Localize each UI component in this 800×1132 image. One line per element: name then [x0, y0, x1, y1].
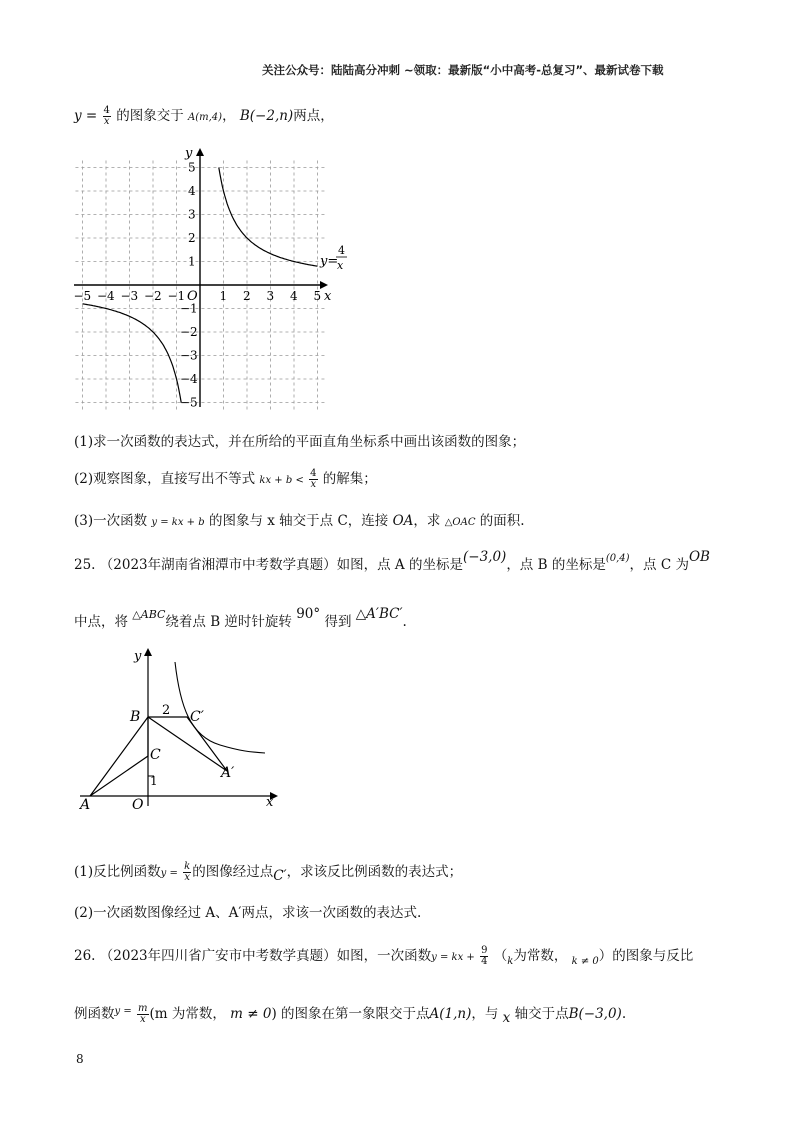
- q26-l2-point-b: B(−3,0): [568, 1006, 622, 1022]
- figure-rotation: [70, 646, 290, 816]
- q26-text-3: 为常数，: [513, 948, 568, 964]
- q26-l2-text-e: 轴交于点: [514, 1006, 569, 1022]
- fig2-label-a: A: [80, 797, 91, 813]
- q25-line2: [74, 606, 407, 633]
- q24-p2-text-a: (2)观察图象，直接写出不等式: [74, 471, 256, 487]
- q26-text-2: （: [493, 948, 508, 964]
- q26-l2-num: m: [138, 1003, 148, 1014]
- graph1-y-tick-label: −4: [180, 372, 198, 386]
- q24-p3-oa: OA: [392, 513, 414, 529]
- graph1-curve-label-y: y=: [320, 254, 339, 269]
- graph1-x-arrow: [320, 281, 328, 289]
- graph1-x-tick-label: −2: [144, 289, 162, 303]
- graph1-origin-label: O: [187, 289, 198, 304]
- q25-part1: [74, 862, 462, 884]
- fig2-label-c2: C′: [190, 709, 204, 725]
- figure-hyperbola-grid: [66, 145, 366, 415]
- q25-text-1: 如图，点 A 的坐标是: [336, 557, 463, 573]
- intro-text-1: 的图象交于: [116, 108, 184, 124]
- q26-l2-fraction: [137, 1004, 148, 1025]
- q25-p1-c2: C′: [273, 868, 287, 884]
- q24-p3-expr: y = kx + b: [151, 517, 205, 528]
- q25-triangle: △ABC: [132, 608, 166, 621]
- intro-fraction: [103, 106, 111, 127]
- q25-text-6: 得到: [324, 614, 352, 630]
- graph1-y-label: y: [185, 146, 193, 161]
- fig2-label-1: 1: [150, 774, 158, 788]
- q26-frac-den: 4: [481, 956, 488, 967]
- q26-source: （2023年四川省广安市中考数学真题）: [99, 948, 337, 964]
- graph1-y-tick-label: −5: [180, 395, 198, 410]
- intro-frac-num: 4: [103, 105, 110, 116]
- q26-k: k: [507, 956, 514, 967]
- q26-l2-den: x: [139, 1014, 146, 1025]
- intro-sep: ，: [222, 108, 236, 124]
- graph1-x-tick-label: 1: [219, 289, 228, 303]
- graph1-x-tick-label: 3: [266, 289, 275, 303]
- q24-p3-triangle: △OAC: [444, 517, 476, 528]
- fig2-label-2: 2: [162, 703, 171, 718]
- graph1-y-tick-label: 3: [188, 207, 196, 222]
- q26-l2-text-a: 例函数: [74, 1006, 115, 1022]
- q25-p1-text-a: (1)反比例函数: [74, 864, 161, 880]
- q25-text-3: ，点 C 为: [629, 557, 689, 573]
- q26-l2-x: x: [502, 1010, 511, 1026]
- q25-ob: OB: [688, 549, 710, 565]
- q25-p1-text-b: 的图像经过点: [192, 864, 274, 880]
- intro-point-a: A(m,4): [188, 112, 223, 123]
- fig2-triangle-abc: [90, 717, 148, 796]
- graph1-x-tick-label: −1: [167, 289, 186, 303]
- q24-p3-text-c: ，求: [413, 513, 441, 529]
- graph1-curve-q3: [83, 304, 182, 403]
- q26-frac-num: 9: [481, 945, 488, 956]
- q26-l2-point-a: A(1,n): [429, 1006, 472, 1022]
- fig2-x-label: x: [266, 795, 274, 810]
- q25-number: 25.: [74, 557, 96, 573]
- graph1-y-tick-label: 1: [188, 254, 196, 269]
- q26-l2-text-f: .: [621, 1006, 627, 1022]
- graph1-y-tick-label: 5: [188, 160, 196, 175]
- graph1-x-tick-label: −5: [73, 289, 92, 303]
- graph1-x-tick-label: −4: [97, 289, 115, 303]
- q26-line1: [74, 946, 693, 968]
- q24-p2-num: 4: [310, 468, 317, 479]
- graph1-x-tick-label: −3: [120, 289, 139, 303]
- q24-part2: [74, 469, 377, 491]
- q25-text-5: 绕着点 B 逆时针旋转: [165, 614, 292, 630]
- q25-line1: [74, 549, 710, 577]
- graph1-x-tick-label: 4: [290, 289, 298, 303]
- graph1-y-tick-label: −3: [180, 348, 198, 363]
- fig2-y-arrow: [144, 648, 152, 656]
- graph1-curve-label-den: x: [337, 259, 344, 272]
- q25-part2: (2)一次函数图像经过 A、A′两点，求该一次函数的表达式.: [74, 905, 422, 921]
- q24-p3-text-d: 的面积.: [479, 513, 525, 529]
- q25-coord-a: (−3,0): [462, 549, 507, 565]
- q24-part3: [74, 511, 525, 533]
- graph1-y-tick-label: 2: [188, 231, 196, 245]
- q26-text-4: ）的图象与反比: [598, 948, 694, 964]
- q26-l2-text-c: ) 的图象在第一象限交于点: [271, 1006, 430, 1022]
- q26-expr: y = kx +: [431, 952, 475, 963]
- q26-l2-text-d: ，与: [471, 1006, 499, 1022]
- fig2-label-a2: A′: [221, 765, 235, 781]
- q25-triangle-2: △A′BC′: [355, 606, 403, 622]
- q24-p2-fraction: [309, 469, 317, 490]
- graph1-x-tick-label: 5: [313, 289, 322, 303]
- q25-p1-fraction: [183, 862, 191, 883]
- page-number: 8: [76, 1052, 84, 1066]
- graph1-y-arrow: [196, 148, 204, 156]
- page-header: 关注公众号：陆陆高分冲刺 ~领取：最新版“小中高考-总复习”、最新试卷下载: [262, 63, 664, 77]
- q25-text-2: ，点 B 的坐标是: [506, 557, 606, 573]
- fig2-label-c: C: [150, 747, 161, 763]
- q26-l2-text-b: (m 为常数，: [149, 1006, 226, 1022]
- q25-text-4: 中点，将: [74, 614, 128, 630]
- graph1-y-tick-label: −2: [180, 325, 198, 339]
- q26-fraction: [480, 946, 488, 967]
- q24-p3-text-a: (3)一次函数: [74, 513, 148, 529]
- q25-text-7: .: [402, 614, 407, 630]
- intro-text-2: 两点，: [293, 108, 334, 124]
- q25-p1-den: x: [184, 872, 190, 883]
- q24-part1: (1)求一次函数的表达式，并在所给的平面直角坐标系中画出该函数的图象；: [74, 434, 526, 450]
- graph1-curve-q1: [219, 168, 318, 267]
- graph1-y-tick-label: 4: [188, 184, 196, 198]
- fig2-hyperbola: [175, 662, 265, 753]
- graph1-x-tick-label: 2: [243, 289, 251, 303]
- fig2-label-o: O: [132, 797, 144, 813]
- q25-p1-y: y =: [160, 868, 178, 879]
- intro-func-y: y =: [74, 108, 98, 124]
- fig2-y-label: y: [134, 649, 142, 664]
- graph1-curve-label-num: 4: [338, 244, 345, 257]
- intro-frac-den: x: [103, 116, 110, 127]
- graph1-x-label: x: [324, 289, 332, 304]
- q26-k-ne-0: k ≠ 0: [571, 956, 599, 967]
- q24-p2-text-b: 的解集；: [322, 471, 377, 487]
- q26-line2: [74, 1004, 626, 1026]
- q25-degree: 90°: [296, 606, 321, 622]
- q26-number: 26.: [74, 948, 96, 964]
- q24-p3-text-b: 的图象与 x 轴交于点 C，连接: [208, 513, 389, 529]
- fig2-label-b: B: [130, 709, 141, 725]
- q25-source: （2023年湖南省湘潭市中考数学真题）: [99, 557, 337, 573]
- q26-l2-m-ne-0: m ≠ 0: [230, 1006, 272, 1022]
- q24-p2-den: x: [310, 479, 317, 490]
- q25-coord-b: (0,4): [605, 553, 630, 564]
- graph1-y-tick-label: −1: [180, 301, 198, 316]
- q25-p1-num: k: [184, 861, 191, 872]
- q26-l2-y: y =: [114, 1006, 132, 1017]
- intro-line: [74, 106, 334, 128]
- q24-p2-expr: kx + b <: [259, 475, 304, 486]
- intro-point-b: B(−2,n): [239, 108, 294, 124]
- q25-p1-text-c: ，求该反比例函数的表达式；: [286, 864, 463, 880]
- q26-text-1: 如图，一次函数: [336, 948, 432, 964]
